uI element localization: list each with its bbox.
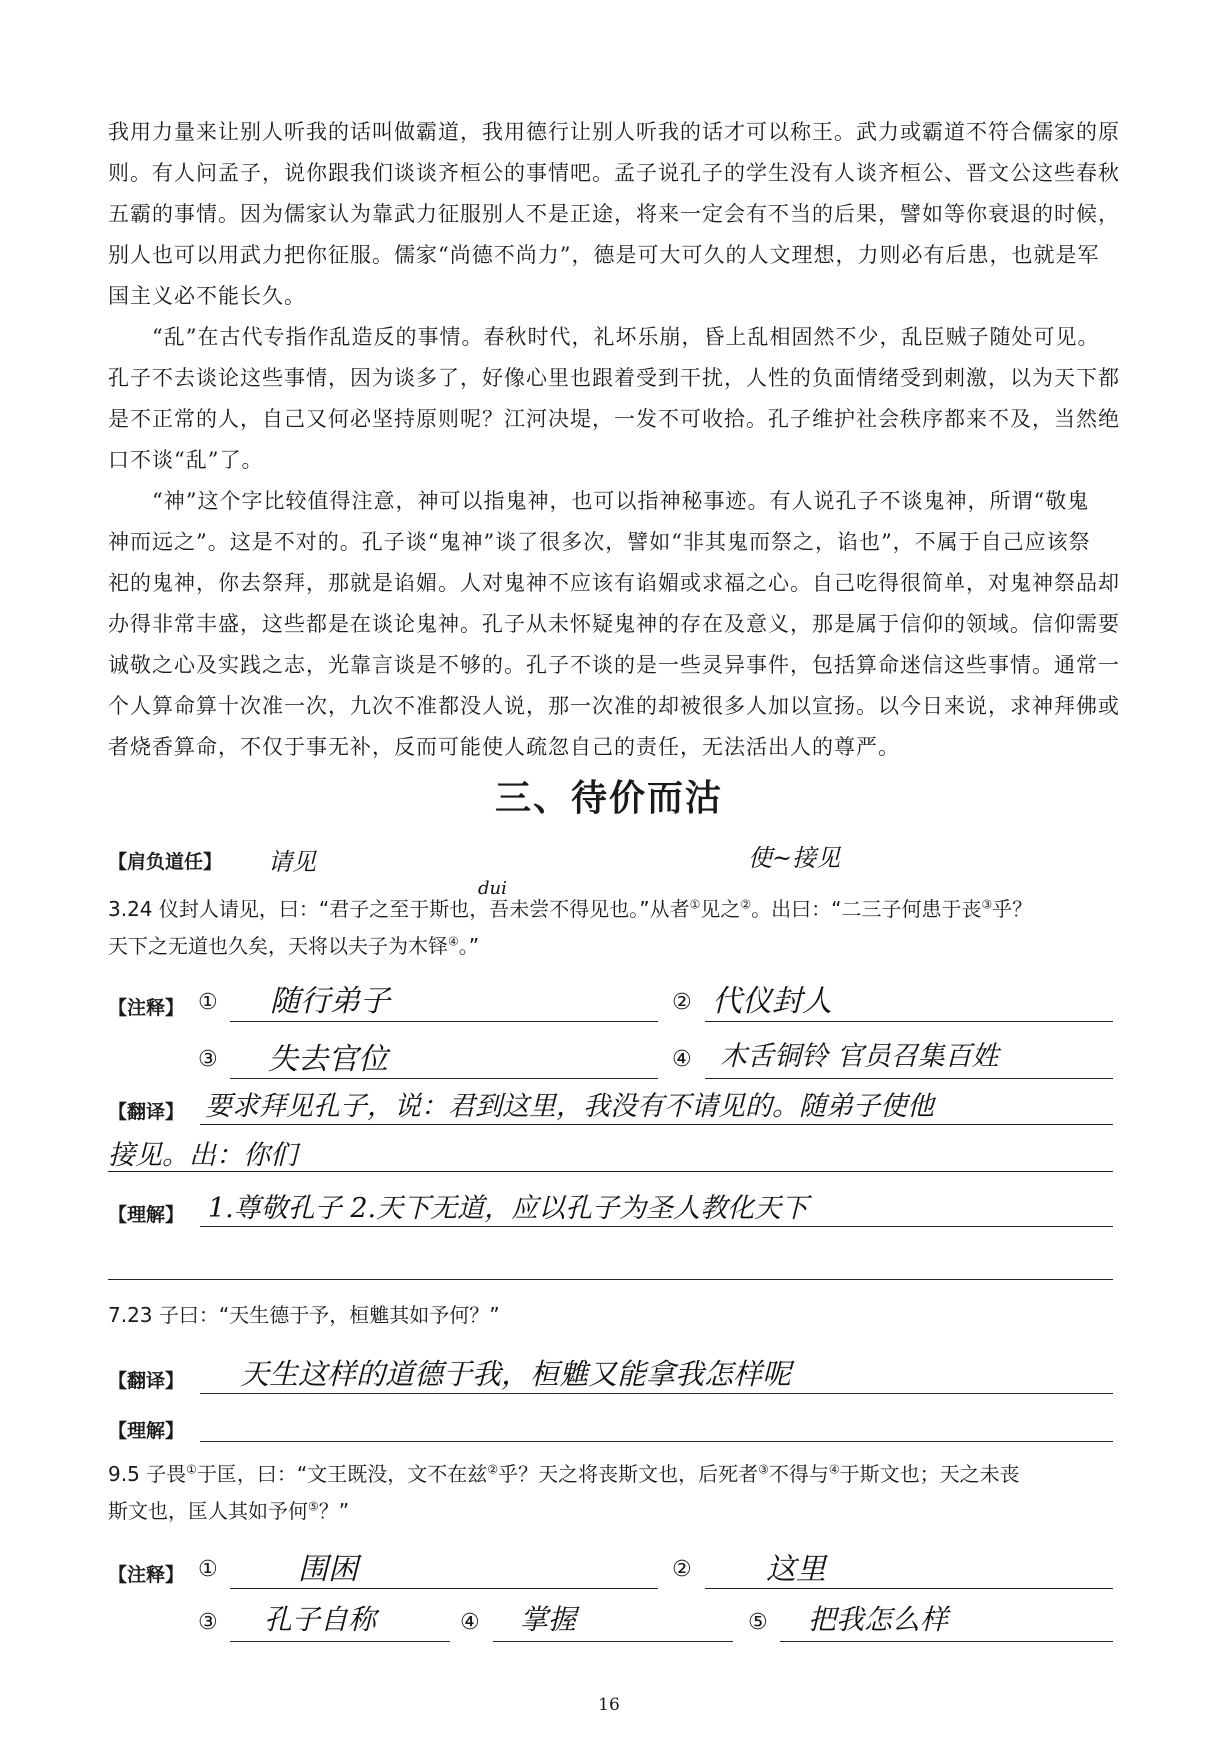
answer-line[interactable] bbox=[230, 1078, 658, 1079]
text-line: 神而远之”。这是不对的。孔子谈“鬼神”谈了很多次，譬如“非其鬼而祭之，谄也”，不属于自己应该祭 bbox=[108, 530, 1091, 554]
intro-paragraph-1 bbox=[108, 112, 1120, 317]
handwritten-margin-note: 使~接见 bbox=[748, 844, 841, 872]
note-marker-1: ① bbox=[198, 990, 218, 1015]
handwritten-margin-note: 请见 bbox=[268, 848, 316, 876]
text-line: 办得非常丰盛，这些都是在谈论鬼神。孔子从未怀疑鬼神的存在及意义，那是属于信仰的领域。信仰需要 bbox=[108, 612, 1120, 636]
label-zhushi: 【注释】 bbox=[108, 1564, 185, 1586]
text-line: “神”这个字比较值得注意，神可以指鬼神，也可以指神秘事迹。有人说孔子不谈鬼神，所谓“敬鬼 bbox=[152, 489, 1090, 513]
handwritten-answer: 随行弟子 bbox=[270, 984, 390, 1019]
handwritten-margin-note: dui bbox=[478, 878, 507, 899]
answer-line[interactable] bbox=[705, 1021, 1113, 1022]
note-marker-3: ③ bbox=[198, 1047, 218, 1072]
text-line: 祀的鬼神，你去祭拜，那就是谄媚。人对鬼神不应该有谄媚或求福之心。自己吃得很简单，对鬼神祭品却 bbox=[108, 571, 1120, 595]
answer-line[interactable] bbox=[200, 1393, 1113, 1394]
handwritten-answer: 孔子自称 bbox=[264, 1603, 377, 1636]
answer-line[interactable] bbox=[705, 1588, 1113, 1589]
text-line: 我用力量来让别人听我的话叫做霸道，我用德行让别人听我的话才可以称王。武力或霸道不符合儒家的原 bbox=[108, 120, 1120, 144]
handwritten-understanding: 1.尊敬孔子 2.天下无道，应以孔子为圣人教化天下 bbox=[208, 1193, 809, 1224]
question-3-24-line-1: 3.24 仪封人请见，曰：“君子之至于斯也，吾未尝不得见也。”从者①见之②。出曰：“二三子何患于丧③乎？ bbox=[108, 897, 1033, 921]
text-line: 口不谈“乱”了。 bbox=[108, 448, 264, 472]
text-line: 是不正常的人，自己又何必坚持原则呢？江河决堤，一发不可收拾。孔子维护社会秩序都来不及，当然绝 bbox=[108, 407, 1120, 431]
answer-line[interactable] bbox=[200, 1226, 1113, 1227]
text-line: 者烧香算命，不仅于事无补，反而可能使人疏忽自己的责任，无法活出人的尊严。 bbox=[108, 735, 900, 759]
label-lijie: 【理解】 bbox=[108, 1204, 185, 1226]
text-line: 则。有人问孟子，说你跟我们谈谈齐桓公的事情吧。孟子说孔子的学生没有人谈齐桓公、晋文公这些春秋 bbox=[108, 161, 1120, 185]
label-zhushi: 【注释】 bbox=[108, 997, 185, 1019]
handwritten-answer: 代仪封人 bbox=[712, 984, 832, 1019]
note-marker-5: ⑤ bbox=[748, 1610, 768, 1635]
label-fanyi: 【翻译】 bbox=[108, 1101, 185, 1123]
answer-line[interactable] bbox=[780, 1641, 1113, 1642]
label-fanyi: 【翻译】 bbox=[108, 1370, 185, 1392]
intro-paragraph-3 bbox=[108, 481, 1120, 768]
text-line: 孔子不去谈论这些事情，因为谈多了，好像心里也跟着受到干扰，人性的负面情绪受到刺激，以为天下都 bbox=[108, 366, 1120, 390]
handwritten-translation: 接见。出：你们 bbox=[108, 1140, 297, 1171]
handwritten-answer: 掌握 bbox=[520, 1603, 577, 1636]
section-title: 三、待价而沽 bbox=[494, 778, 723, 819]
note-marker-4: ④ bbox=[672, 1047, 692, 1072]
handwritten-answer: 木舌铜铃 官员召集百姓 bbox=[720, 1041, 999, 1072]
note-marker-2: ② bbox=[672, 990, 692, 1015]
page-number: 16 bbox=[598, 1695, 620, 1715]
label-jianfu: 【肩负道任】 bbox=[108, 851, 223, 873]
answer-line[interactable] bbox=[230, 1641, 450, 1642]
note-marker-4: ④ bbox=[460, 1610, 480, 1635]
handwritten-answer: 把我怎么样 bbox=[808, 1603, 949, 1636]
answer-line[interactable] bbox=[493, 1641, 733, 1642]
text-line: 诚敬之心及实践之志，光靠言谈是不够的。孔子不谈的是一些灵异事件，包括算命迷信这些事情。通常一 bbox=[108, 653, 1120, 677]
note-marker-3: ③ bbox=[198, 1610, 218, 1635]
answer-line[interactable] bbox=[230, 1588, 658, 1589]
question-3-24-line-2: 天下之无道也久矣，天将以夫子为木铎④。” bbox=[108, 934, 480, 958]
text-line: 五霸的事情。因为儒家认为靠武力征服别人不是正途，将来一定会有不当的后果，譬如等你衰退的时候， bbox=[108, 202, 1120, 226]
answer-line[interactable] bbox=[200, 1441, 1113, 1442]
text-line: 国主义必不能长久。 bbox=[108, 284, 306, 308]
handwritten-answer: 围困 bbox=[298, 1552, 358, 1587]
intro-paragraph-2 bbox=[108, 317, 1120, 481]
answer-line[interactable] bbox=[230, 1021, 658, 1022]
handwritten-translation: 要求拜见孔子，说：君到这里，我没有不请见的。随弟子使他 bbox=[205, 1091, 934, 1122]
question-7-23: 7.23 子曰：“天生德于予，桓魋其如予何？” bbox=[108, 1303, 500, 1327]
note-marker-2: ② bbox=[672, 1557, 692, 1582]
question-9-5-line-2: 斯文也，匡人其如予何⑤？” bbox=[108, 1499, 350, 1523]
text-line: 个人算命算十次准一次，九次不准都没人说，那一次准的却被很多人加以宣扬。以今日来说，求神拜佛或 bbox=[108, 694, 1120, 718]
answer-line[interactable] bbox=[200, 1124, 1113, 1125]
text-line: 别人也可以用武力把你征服。儒家“尚德不尚力”，德是可大可久的人文理想，力则必有后患，也就是军 bbox=[108, 243, 1100, 267]
handwritten-translation: 天生这样的道德于我，桓魋又能拿我怎样呢 bbox=[240, 1357, 792, 1391]
label-lijie: 【理解】 bbox=[108, 1420, 185, 1442]
answer-line[interactable] bbox=[705, 1078, 1113, 1079]
text-line: “乱”在古代专指作乱造反的事情。春秋时代，礼坏乐崩，昏上乱相固然不少，乱臣贼子随处可见。 bbox=[152, 325, 1100, 349]
handwritten-answer: 失去官位 bbox=[268, 1042, 388, 1077]
question-9-5-line-1: 9.5 子畏①于匡，曰：“文王既没，文不在兹②乎？天之将丧斯文也，后死者③不得与④于斯文也；天之未丧 bbox=[108, 1462, 1020, 1486]
answer-line[interactable] bbox=[108, 1279, 1113, 1280]
note-marker-1: ① bbox=[198, 1557, 218, 1582]
handwritten-answer: 这里 bbox=[766, 1552, 826, 1587]
